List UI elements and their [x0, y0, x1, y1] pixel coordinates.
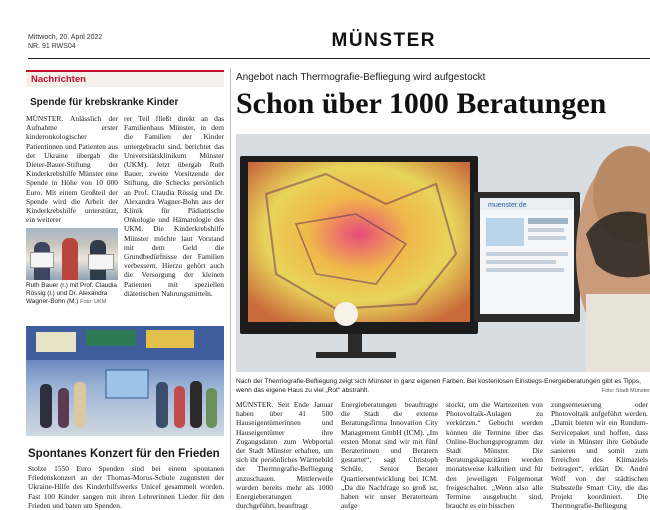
story1-text-col2: rer Teil fließt direkt an das Familienhaus Münster, in dem die Familien der Kinder untergebracht sind, berichtet das Universitätsklinikum Münster (UKM). Jetzt übergab Ruth Bauer, zweite Vorsitzende der Stiftung, die Schecks persönlich an Prof. Claudia Rössig und Dr. Alexandra Wagner-Bohn aus der Klinik für Pädiatrische Onkologie und Hämatologie des UKM. Die Kinderkrebshilfe Münster möchte laut Vorstand mit dem Geld die Grundbedürfnisse der Familien verbessern. Hierzu gehört auch die Versorgung der kleinen Patienten mit speziellen diätetischen Nahrungsmitteln. [124, 114, 224, 298]
main-kicker: Angebot nach Thermografie-Befliegung wird aufgestockt [236, 72, 486, 83]
main-photo-credit: Foto: Stadt Münster [601, 387, 650, 394]
section-title: MÜNSTER [331, 30, 436, 51]
main-body-col1: MÜNSTER. Seit Ende Januar haben über 41 500 Hauseigentümerinnen und Hauseigentümer ihre Zugangsdaten zum Webportal der Stadt Münster erhalten, um sich ihr persönliches Wärmebild der Thermografie-Befliegung anzuschauen. Mittlerweile wurden bereits mehr als 1000 Energieberatungen durchgeführt, beauftragt [236, 400, 333, 510]
story2-photo [26, 326, 224, 436]
story1-text-col1: MÜNSTER. Anlässlich der Aufnahme erster kinderonkologischer Patientinnen und Patienten aus der Ukraine übergab die Dieter-Bauer-Stiftung der Kinderkrebshilfe Münster eine Spende in Höhe von 10 000 Euro. Mit einem Großteil der Spende wird die Arbeit der Kinderkrebshilfe unterstützt, ein weiterer [26, 114, 118, 225]
main-body-col4: zungserneuerung oder Photovoltaik aufgeführt werden. „Damit bieten wir ein Rundum-Servicepaket und hoffen, dass viele in Münster ihre Gebäude sanieren und somit zum Erreichen des Klimaziels beitragen“, erklärt Dr. André Wolf von der städtischen Stabsstelle Smart City, die das Projekt koordiniert. Die Thermografie-Befliegung [551, 400, 648, 510]
story1-photo [26, 228, 118, 280]
story1-caption: Ruth Bauer (r.) mit Prof. Claudia Rössig (l.) und Dr. Alexandra Wagner-Bohn (M.) Foto: UKM [26, 282, 117, 306]
main-story [236, 68, 650, 510]
story1-headline: Spende für krebskranke Kinder [30, 97, 179, 108]
issue-date: Mittwoch, 20. April 2022 [28, 34, 103, 41]
main-body [236, 400, 650, 510]
story1-body [26, 114, 224, 306]
news-section-label: Nachrichten [26, 70, 224, 87]
header-meta [28, 33, 102, 51]
story1-credit: Foto: UKM [80, 299, 107, 306]
issue-number: NR. 91 RWS04 [28, 43, 76, 50]
main-caption: Nach der Thermografie-Befliegung zeigt sich Münster in ganz eigenen Farben. Bei kostenlosen Einstiegs-Energieberatungen gibt es Tipps, wenn das eigene Haus zu viel „Rot“ abstrahlt. Foto: Stadt Münster [236, 378, 650, 394]
story2-headline: Spontanes Konzert für den Frieden [28, 448, 220, 460]
main-body-col2: Energieberatungen beauftragte die Stadt die externe Beratungsfirma Innovation City Management GmbH (ICM). „Im ersten Monat sind wir mit fünf Beraterinnen und Beratern gestartet“, sagt Christoph Schüle, Senior Berater Quartiersentwicklung bei ICM. „Da die Nachfrage so groß ist, haben wir unser Beraterteam aufge [341, 400, 438, 510]
header-rule [28, 58, 650, 59]
main-headline: Schon über 1000 Beratungen [236, 87, 607, 120]
main-body-col3: stockt, um die Wartezeiten von Photovoltaik-Anlagen zu verkürzen.“ Gebucht werden können die Termine über das Online-Buchungsprogramm der Stadt Münster. Die Beratungskapazitäten werden monatsweise kalkuliert und für den jeweiligen Folgemonat freigeschaltet. „Wenn also alle Termine ausgebucht sind, braucht es ein bisschen [446, 400, 543, 510]
main-photo [236, 134, 650, 372]
column-divider [230, 68, 231, 500]
screen-site-label: muenster.de [488, 202, 527, 209]
story2-text: Stolze 1550 Euro Spenden sind bei einem spontanen Friedenskonzert an der Thomas-Morus-Schule zugunsten der Ukraine-Hilfe des Kinderhilfswerks Unicef gesammelt worden. Fast 100 Kinder sangen mit ihren Lehrerinnen Lieder für den Frieden und baten um Spenden. [28, 464, 224, 510]
left-column [26, 70, 224, 510]
